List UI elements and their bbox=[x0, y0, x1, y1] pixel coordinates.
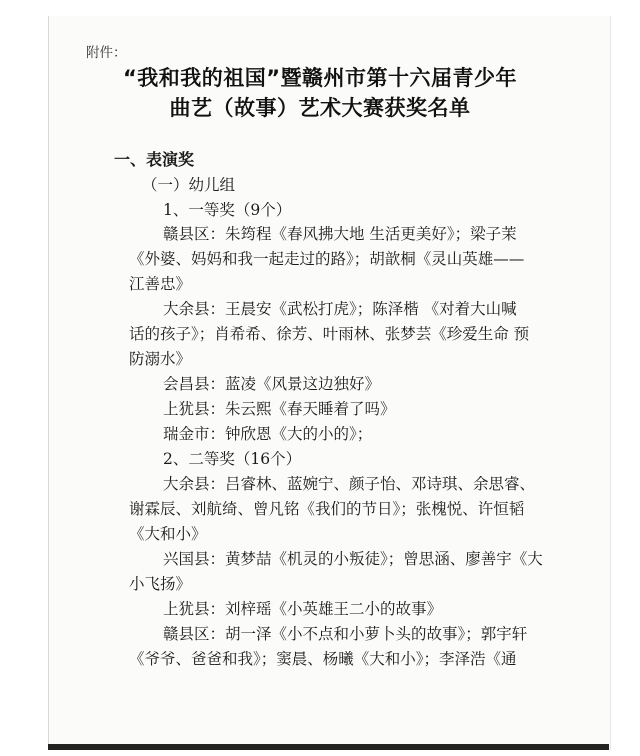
section-heading: 一、表演奖 bbox=[114, 150, 195, 169]
text-line: 谢霖辰、刘航绮、曾凡铭《我们的节日》；张槐悦、许恒韬 bbox=[129, 500, 525, 518]
text-line: 小飞扬》 bbox=[129, 575, 192, 593]
text-line: 上犹县：朱云熙《春天睡着了吗》 bbox=[163, 400, 396, 418]
text-line: 大余县：王晨安《武松打虎》；陈泽楷 《对着大山喊 bbox=[163, 300, 517, 318]
text-line: 江善忠》 bbox=[129, 275, 192, 293]
award-tier-heading: 2、二等奖（16个） bbox=[163, 450, 302, 468]
text-line: 防溺水》 bbox=[129, 350, 192, 368]
document-title-line-1: “我和我的祖国”暨赣州市第十六届青少年 bbox=[122, 66, 518, 90]
group-heading: （一）幼儿组 bbox=[142, 176, 236, 194]
document-title-line-2: 曲艺（故事）艺术大赛获奖名单 bbox=[169, 96, 471, 120]
text-line: 话的孩子》；肖希希、徐芳、叶雨林、张梦芸《珍爱生命 预 bbox=[129, 325, 530, 343]
text-line: 《大和小》 bbox=[129, 525, 207, 543]
text-line: 兴国县：黄梦喆《机灵的小叛徒》；曾思涵、廖善宇《大 bbox=[163, 550, 543, 568]
text-line: 赣县区：胡一泽《小不点和小萝卜头的故事》；郭宇轩 bbox=[163, 625, 528, 643]
text-line: 大余县：吕睿林、蓝婉宁、颜子怡、邓诗琪、余思睿、 bbox=[163, 475, 536, 493]
text-line: 《爷爷、爸爸和我》；窦晨、杨曦《大和小》；李泽浩《通 bbox=[129, 650, 517, 668]
annex-label: 附件： bbox=[86, 45, 127, 61]
award-tier-heading: 1、一等奖（9个） bbox=[163, 201, 292, 219]
text-line: 会昌县：蓝凌《风景这边独好》 bbox=[163, 375, 381, 393]
text-line: 上犹县：刘梓瑶《小英雄王二小的故事》 bbox=[163, 600, 443, 618]
page-edge-shadow bbox=[48, 744, 609, 750]
text-line: 《外婆、妈妈和我一起走过的路》；胡歆桐《灵山英雄—— bbox=[129, 250, 525, 268]
text-line: 赣县区：朱筠程《春风拂大地 生活更美好》；梁子茉 bbox=[163, 225, 517, 243]
text-line: 瑞金市：钟欣恩《大的小的》； bbox=[163, 425, 373, 443]
